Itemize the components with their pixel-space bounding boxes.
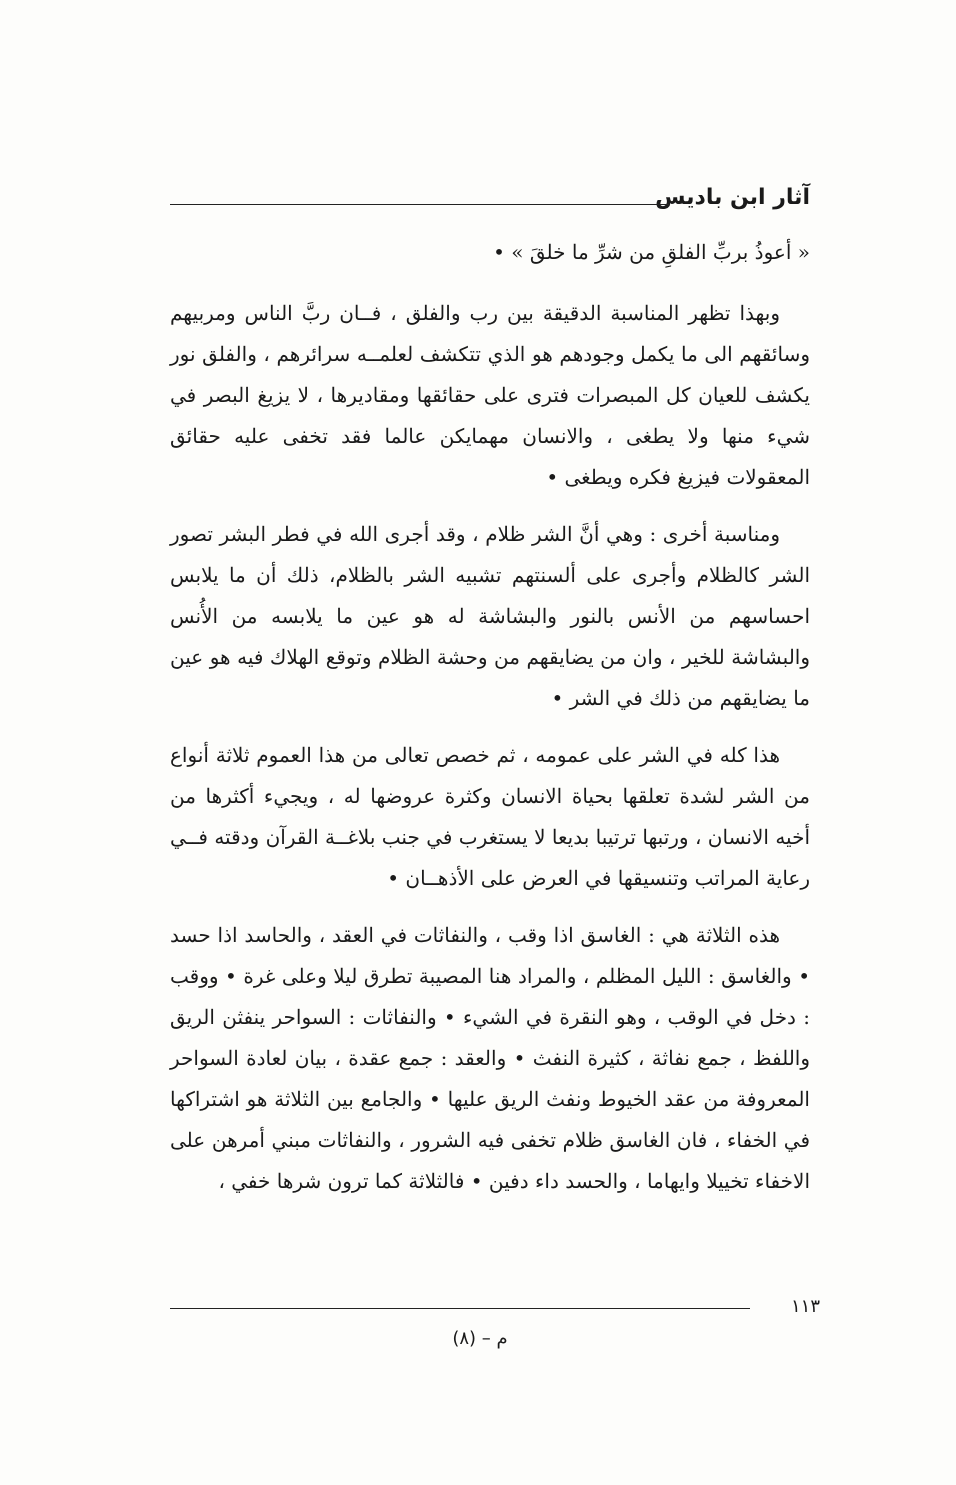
header-rule: [170, 204, 670, 205]
paragraph: وبهذا تظهر المناسبة الدقيقة بين رب والفلق ، فــان ربَّ الناس ومربيهم وسائقهم الى ما يكمل وجودهم هو الذي تتكشف لعلمــه سرائرهم ، والفلق نور يكشف للعيان كل المبصرات فترى على حقائقها ومقاديرها ، لا يزيغ البصر في شيء منها ولا يطغى ، والانسان مهمايكن عالما فقد تخفى عليه حقائق المعقولات فيزيغ فكره ويطغى •: [170, 301, 810, 489]
footer-rule: [170, 1308, 750, 1309]
body-text: [170, 232, 810, 1218]
paragraph: ومناسبة أخرى : وهي أنَّ الشر ظلام ، وقد أجرى الله في فطر البشر تصور الشر كالظلام وأجرى على ألسنتهم تشبيه الشر بالظلام، ذلك أن ما يلابس احساسهم من الأنس بالنور والبشاشة له هو عين ما يلابسه من الأُنس والبشاشة للخير ، وان من يضايقهم من وحشة الظلام وتوقع الهلاك فيه هو عين ما يضايقهم من ذلك في الشر •: [170, 522, 810, 710]
running-header: [170, 178, 810, 218]
paragraph: هذا كله في الشر على عمومه ، ثم خصص تعالى من هذا العموم ثلاثة أنواع من الشر لشدة تعلقها بحياة الانسان وكثرة عروضها له ، ويجيء أكثرها من أخيه الانسان ، ورتبها ترتيبا بديعا لا يستغرب في جنب بلاغــة القرآن ودقته فــي رعاية المراتب وتنسيقها في العرض على الأذهــان •: [170, 743, 810, 890]
page-footer: [170, 1292, 820, 1322]
header-title: آثار ابن باديس: [655, 185, 810, 210]
quran-verse: « أعوذُ بربِّ الفلقِ من شرِّ ما خلقَ » •: [493, 240, 810, 264]
printer-signature: م – (٨): [452, 1328, 508, 1349]
page-number: ١١٣: [790, 1296, 820, 1317]
paragraph: هذه الثلاثة هي : الغاسق اذا وقب ، والنفاثات في العقد ، والحاسد اذا حسد • والغاسق : الليل المظلم ، والمراد هنا المصيبة تطرق ليلا وعلى غرة • ووقب : دخل في الوقب ، وهو النقرة في الشيء • والنفاثات : السواحر ينفثن الريق واللفظ ، جمع نفاثة ، كثيرة النفث • والعقد : جمع عقدة ، بيان لعادة السواحر المعروفة من عقد الخيوط ونفث الريق عليها • والجامع بين الثلاثة هو اشتراكها في الخفاء ، فان الغاسق ظلام تخفى فيه الشرور ، والنفاثات مبني أمرهن على الاخفاء تخييلا وايهاما ، والحسد داء دفين • فالثلاثة كما ترون شرها خفي ،: [170, 923, 810, 1193]
